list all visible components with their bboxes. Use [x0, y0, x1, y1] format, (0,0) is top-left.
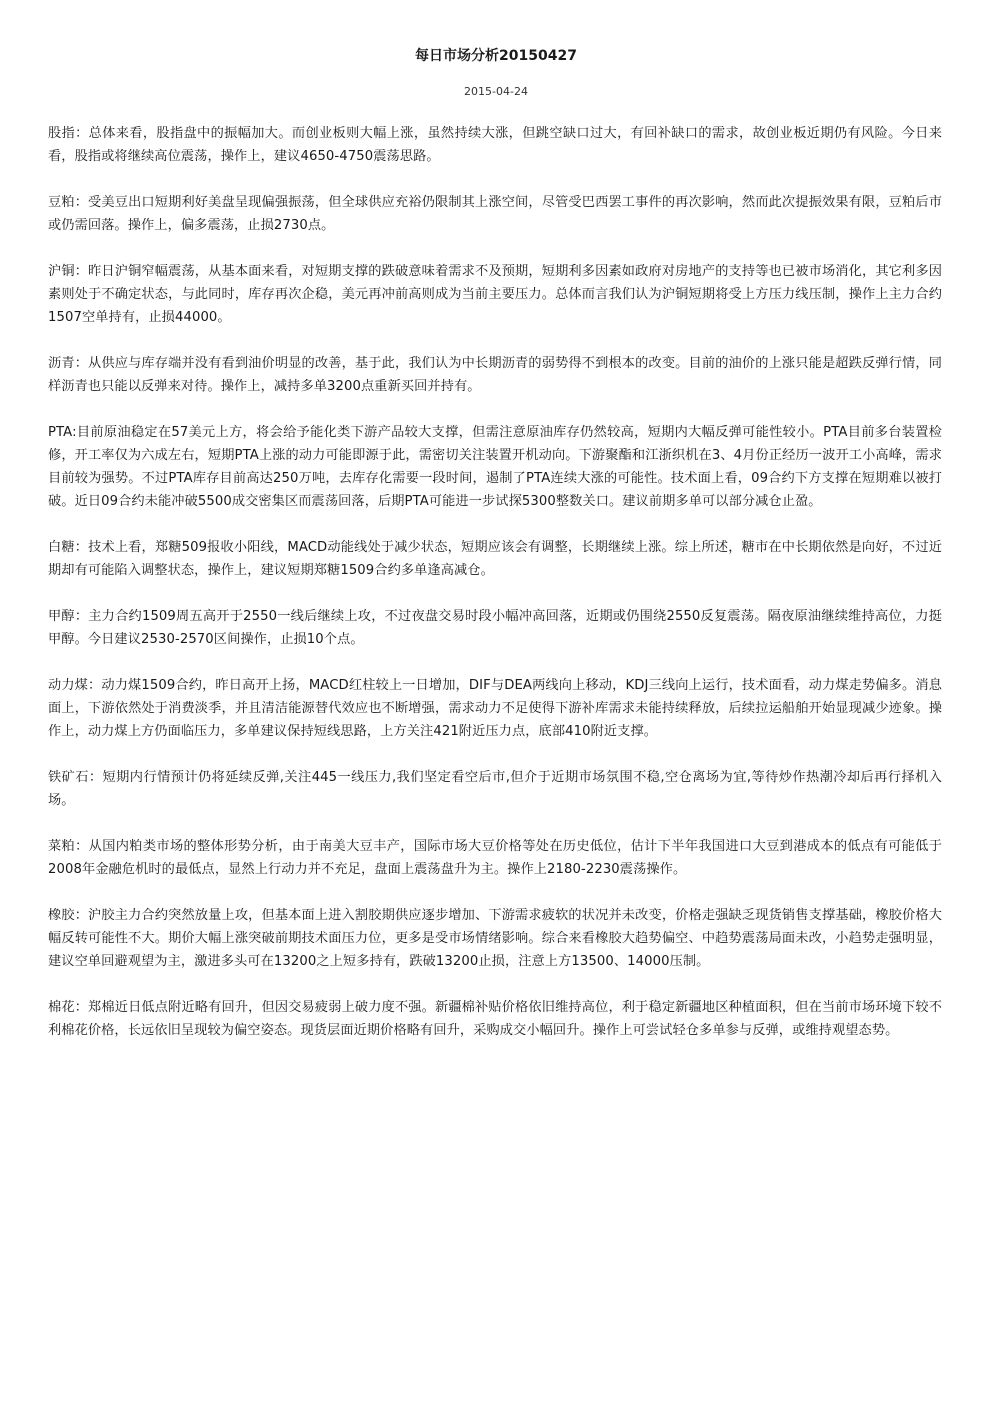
paragraph-sugar: 白糖：技术上看，郑糖509报收小阳线，MACD动能线处于减少状态，短期应该会有调整，长期继续上涨。综上所述，糖市在中长期依然是向好，不过近期却有可能陷入调整状态，操作上，建议短期郑糖1509合约多单逢高减仓。 [48, 540, 942, 578]
paragraph-rapeseed-meal: 菜粕：从国内粕类市场的整体形势分析，由于南美大豆丰产，国际市场大豆价格等处在历史低位，估计下半年我国进口大豆到港成本的低点有可能低于2008年金融危机时的最低点，显然上行动力并不充足，盘面上震荡盘升为主。操作上2180-2230震荡操作。 [48, 839, 942, 877]
paragraph-pta: PTA:目前原油稳定在57美元上方，将会给予能化类下游产品较大支撑，但需注意原油库存仍然较高，短期内大幅反弹可能性较小。PTA目前多台装置检修，开工率仅为六成左右，短期PTA上涨的动力可能即源于此，需密切关注装置开机动向。下游聚酯和江浙织机在3、4月份正经历一波开工小高峰，需求目前较为强势。不过PTA库存目前高达250万吨，去库存化需要一段时间，遏制了PTA连续大涨的可能性。技术面上看，09合约下方支撑在短期难以被打破。近日09合约未能冲破5500成交密集区而震荡回落，后期PTA可能进一步试探5300整数关口。建议前期多单可以部分减仓止盈。 [48, 425, 942, 509]
document-body [48, 122, 942, 1065]
document-date: 2015-04-24 [464, 85, 528, 98]
paragraph-cotton: 棉花：郑棉近日低点附近略有回升，但因交易疲弱上破力度不强。新疆棉补贴价格依旧维持高位，利于稳定新疆地区种植面积，但在当前市场环境下较不利棉花价格，长远依旧呈现较为偏空姿态。现货层面近期价格略有回升，采购成交小幅回升。操作上可尝试轻仓多单参与反弹，或维持观望态势。 [48, 1000, 942, 1038]
paragraph-methanol: 甲醇：主力合约1509周五高开于2550一线后继续上攻，不过夜盘交易时段小幅冲高回落，近期或仍围绕2550反复震荡。隔夜原油继续维持高位，力挺甲醇。今日建议2530-2570区间操作，止损10个点。 [48, 609, 942, 647]
paragraph-rubber: 橡胶：沪胶主力合约突然放量上攻，但基本面上进入割胶期供应逐步增加、下游需求疲软的状况并未改变，价格走强缺乏现货销售支撑基础，橡胶价格大幅反转可能性不大。期价大幅上涨突破前期技术面压力位，更多是受市场情绪影响。综合来看橡胶大趋势偏空、中趋势震荡局面未改，小趋势走强明显，建议空单回避观望为主，激进多头可在13200之上短多持有，跌破13200止损，注意上方13500、14000压制。 [48, 908, 942, 969]
paragraph-asphalt: 沥青：从供应与库存端并没有看到油价明显的改善，基于此，我们认为中长期沥青的弱势得不到根本的改变。目前的油价的上涨只能是超跌反弹行情，同样沥青也只能以反弹来对待。操作上，减持多单3200点重新买回并持有。 [48, 356, 942, 394]
document-title: 每日市场分析20150427 [415, 48, 577, 64]
paragraph-iron-ore: 铁矿石：短期内行情预计仍将延续反弹,关注445一线压力,我们坚定看空后市,但介于近期市场氛围不稳,空仓离场为宜,等待炒作热潮冷却后再行择机入场。 [48, 770, 942, 808]
paragraph-thermal-coal: 动力煤：动力煤1509合约，昨日高开上扬，MACD红柱较上一日增加，DIF与DEA两线向上移动，KDJ三线向上运行，技术面看，动力煤走势偏多。消息面上，下游依然处于消费淡季，并且清洁能源替代效应也不断增强，需求动力不足使得下游补库需求未能持续释放，后续拉运船舶开始显现减少迹象。操作上，动力煤上方仍面临压力，多单建议保持短线思路，上方关注421附近压力点，底部410附近支撑。 [48, 678, 942, 739]
paragraph-stock-index: 股指：总体来看，股指盘中的振幅加大。而创业板则大幅上涨，虽然持续大涨，但跳空缺口过大，有回补缺口的需求，故创业板近期仍有风险。今日来看，股指或将继续高位震荡，操作上，建议4650-4750震荡思路。 [48, 126, 942, 164]
paragraph-shanghai-copper: 沪铜：昨日沪铜窄幅震荡，从基本面来看，对短期支撑的跌破意味着需求不及预期，短期利多因素如政府对房地产的支持等也已被市场消化，其它利多因素则处于不确定状态，与此同时，库存再次企稳，美元再冲前高则成为当前主要压力。总体而言我们认为沪铜短期将受上方压力线压制，操作上主力合约1507空单持有，止损44000。 [48, 264, 942, 325]
paragraph-soybean-meal: 豆粕：受美豆出口短期利好美盘呈现偏强振荡，但全球供应充裕仍限制其上涨空间，尽管受巴西罢工事件的再次影响，然而此次提振效果有限，豆粕后市或仍需回落。操作上，偏多震荡，止损2730点。 [48, 195, 942, 233]
